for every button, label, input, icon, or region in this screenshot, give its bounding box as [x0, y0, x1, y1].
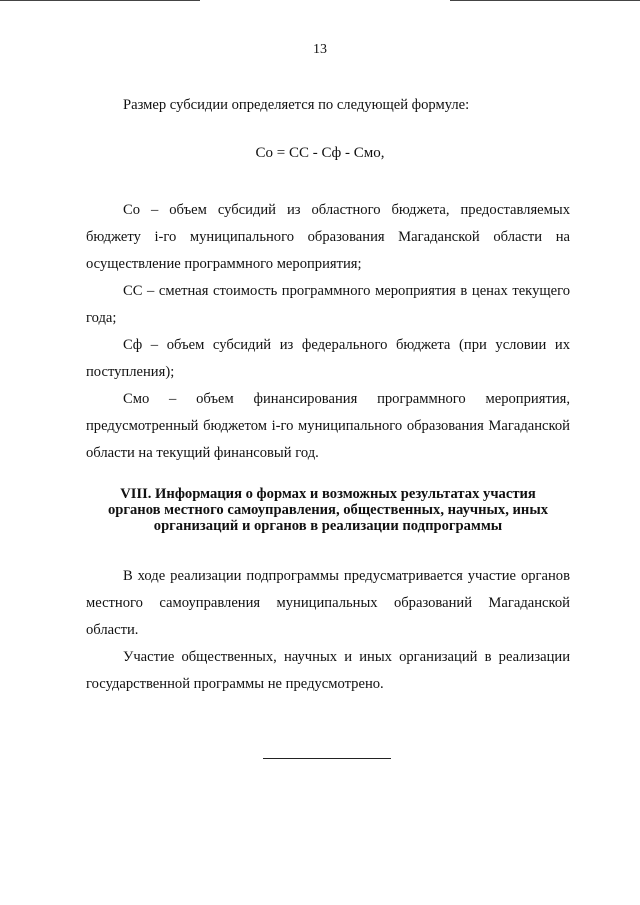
- intro-text: Размер субсидии определяется по следующей формуле:: [123, 97, 470, 113]
- intro-paragraph: [86, 92, 570, 119]
- section-heading-line-1: VIII. Информация о формах и возможных результатах участия: [120, 486, 536, 502]
- definition-cc: СС – сметная стоимость программного мероприятия в ценах текущего года;: [86, 283, 570, 326]
- participation-paragraph-1: В ходе реализации подпрограммы предусматривается участие органов местного самоуправления муниципальных образований Магаданской области.: [86, 568, 570, 638]
- section-heading-line-2: органов местного самоуправления, общественных, научных, иных: [107, 502, 549, 518]
- top-edge-rule-left: [0, 0, 200, 1]
- page-number: 13: [313, 42, 327, 57]
- formula-definitions: [86, 197, 570, 467]
- participation-section: [86, 563, 570, 698]
- participation-paragraph-2: Участие общественных, научных и иных организаций в реализации государственной программы не предусмотрено.: [86, 649, 570, 692]
- definition-cf: Сф – объем субсидий из федерального бюджета (при условии их поступления);: [86, 337, 570, 380]
- subsidy-formula: Со = СС - Сф - Смо,: [255, 145, 385, 161]
- end-divider: [263, 758, 391, 759]
- definition-co: Со – объем субсидий из областного бюджета, предоставляемых бюджету i-го муниципального образования Магаданской области на осуществление программного мероприятия;: [86, 202, 570, 272]
- section-heading: [86, 486, 570, 534]
- section-heading-line-3: организаций и органов в реализации подпрограммы: [153, 518, 503, 534]
- definition-cmo: Смо – объем финансирования программного мероприятия, предусмотренный бюджетом i-го муниципального образования Магаданской области на текущий финансовый год.: [86, 391, 570, 461]
- top-edge-rule-right: [450, 0, 640, 1]
